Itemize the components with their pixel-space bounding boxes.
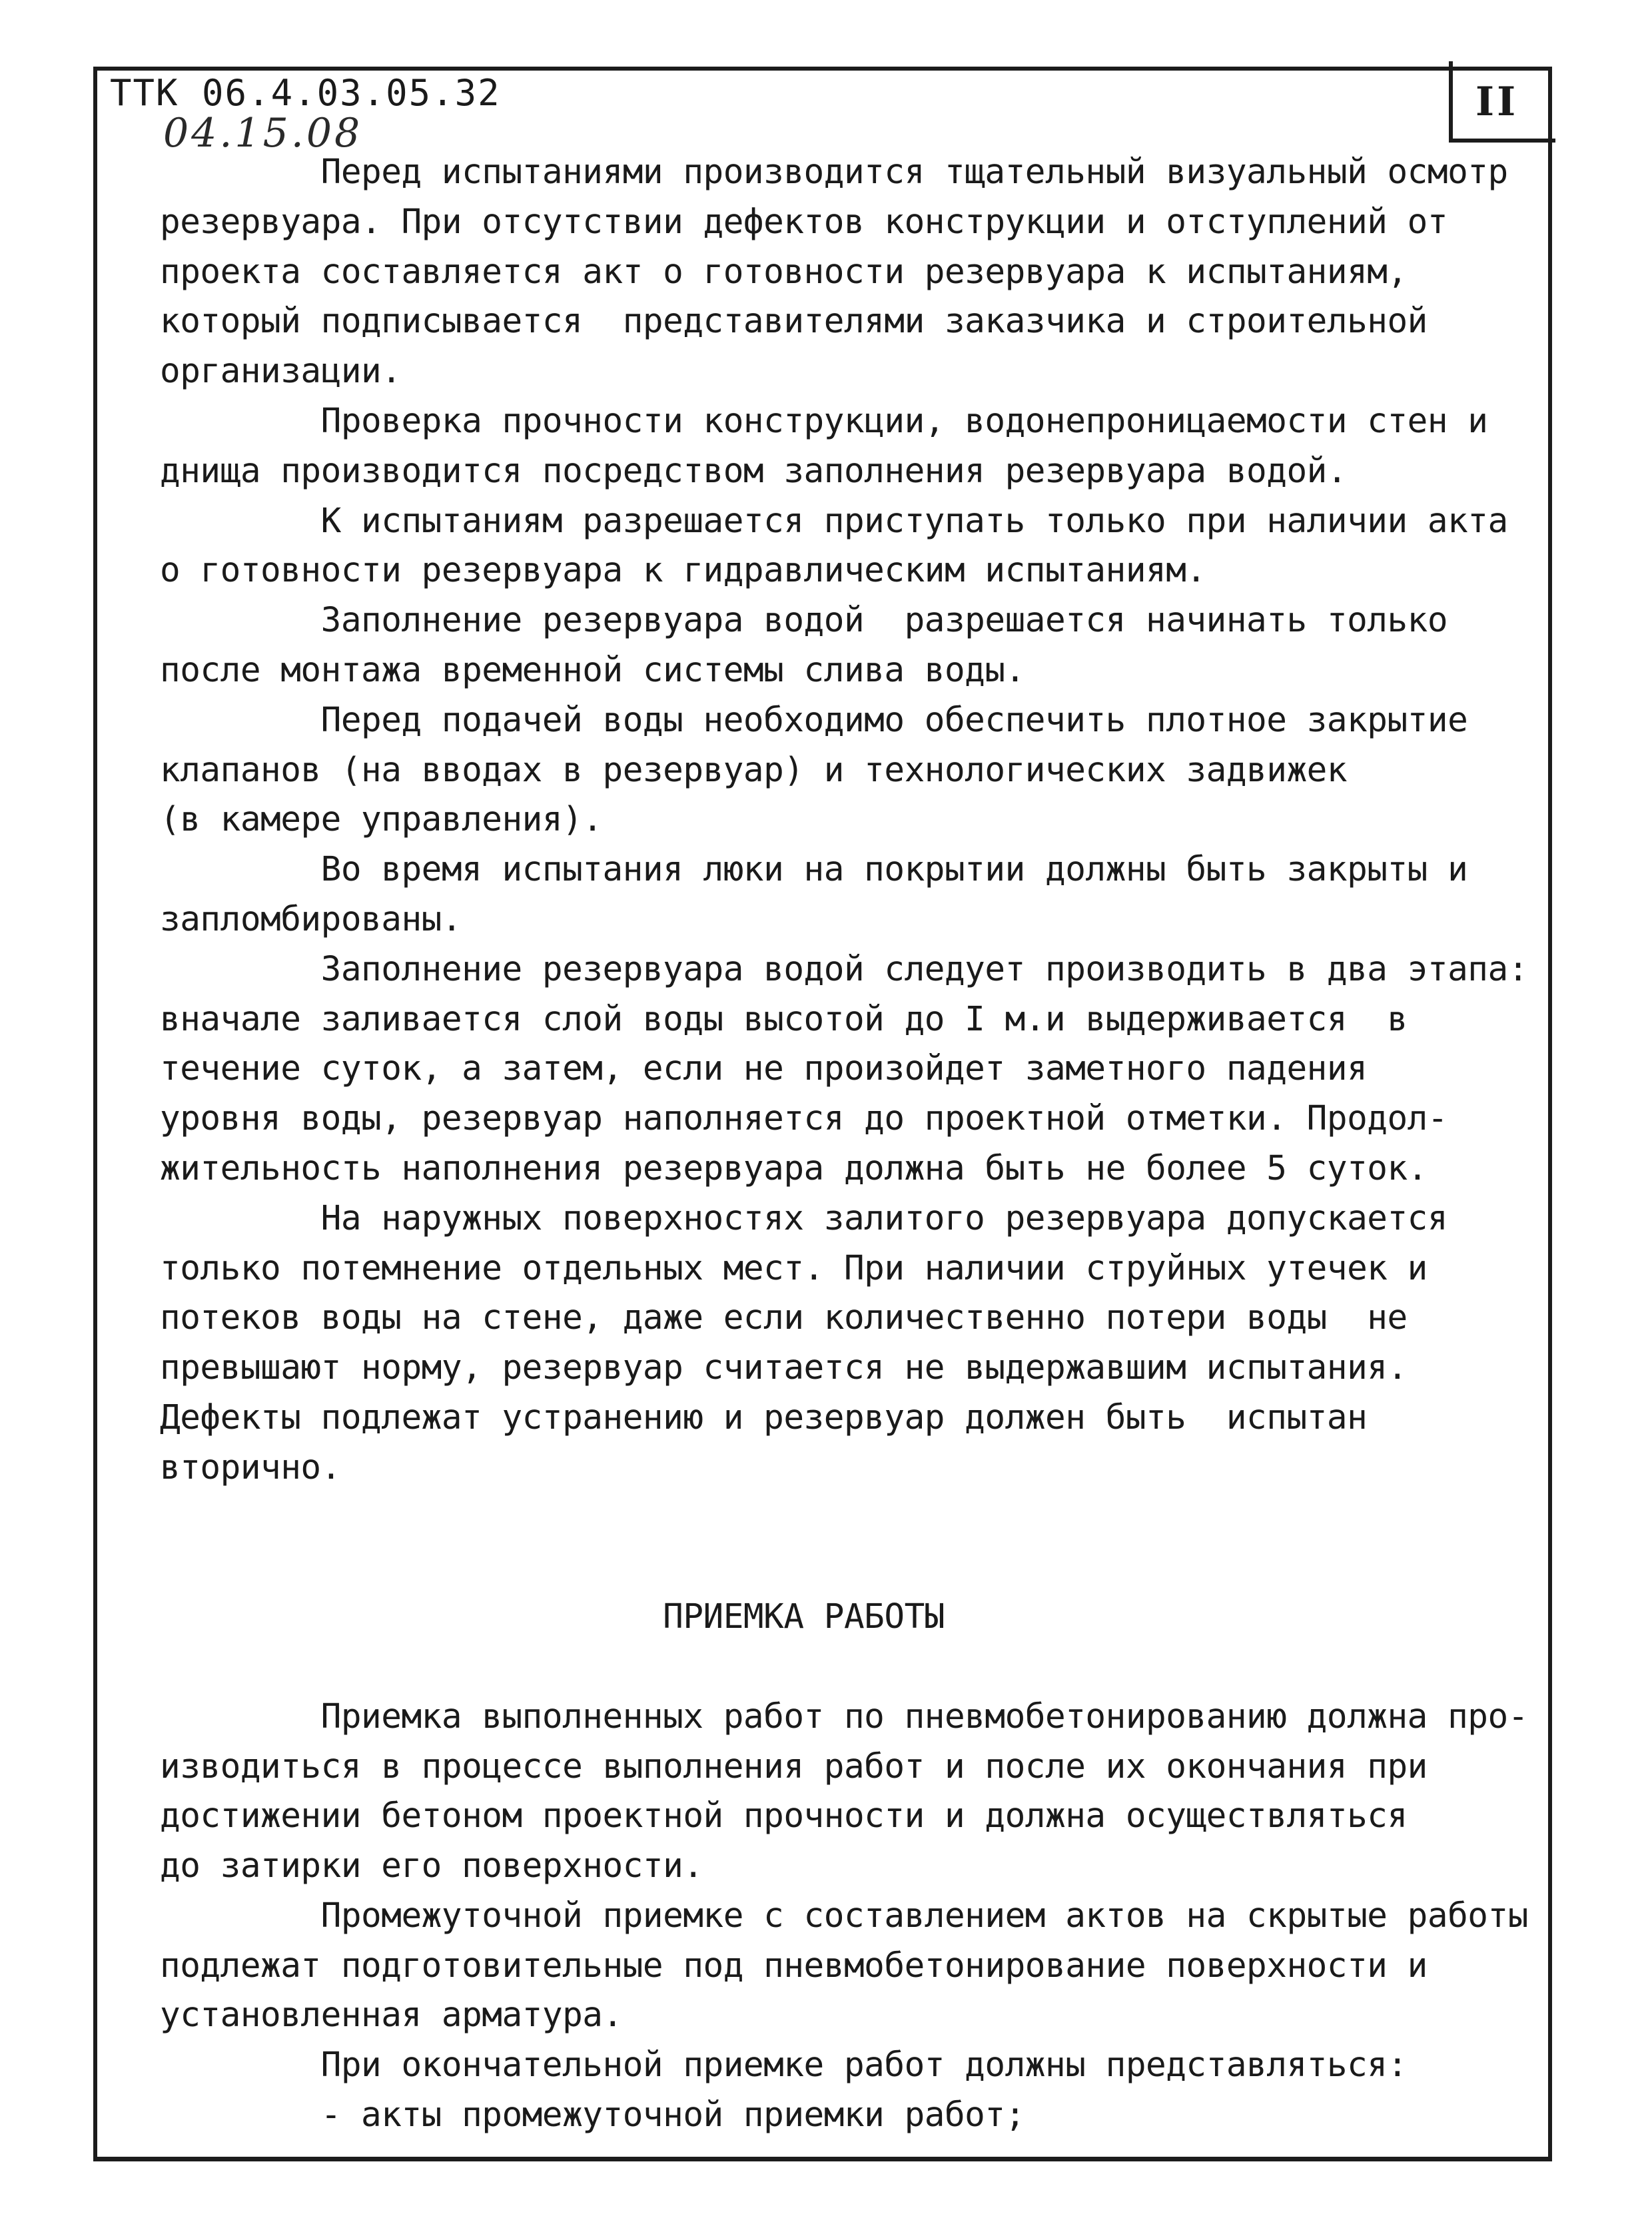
text-line: Перед подачей воды необходимо обеспечить плотное закрытие [160,700,1468,740]
text-line: На наружных поверхностях залитого резервуара допускается [160,1198,1448,1238]
text-line: изводиться в процессе выполнения работ и после их окончания при [160,1746,1428,1786]
text-line: Перед испытаниями производится тщательный визуальный осмотр [160,153,1508,192]
page-number: II [1475,79,1519,125]
text-line: При окончательной приемке работ должны представляться: [160,2046,1408,2085]
text-line: организации. [160,352,402,392]
text-line: К испытаниям разрешается приступать только при наличии акта [160,501,1508,541]
text-line: течение суток, а затем, если не произойдет заметного падения [160,1049,1368,1089]
text-line: резервуара. При отсутствии дефектов конструкции и отступлений от [160,202,1448,242]
text-line: запломбированы. [160,899,462,939]
text-line: днища производится посредством заполнения резервуара водой. [160,451,1348,491]
text-line: клапанов (на вводах в резервуар) и технологических задвижек [160,750,1348,790]
text-line: после монтажа временной системы слива воды. [160,650,1025,690]
text-line: превышают норму, резервуар считается не выдержавшим испытания. [160,1348,1408,1388]
text-line: установленная арматура. [160,1996,623,2036]
text-line: Промежуточной приемке с составлением актов на скрытые работы [160,1896,1528,1936]
text-line: до затирки его поверхности. [160,1846,703,1886]
text-line: Дефекты подлежат устранению и резервуар должен быть испытан [160,1397,1368,1437]
document-code: ТТК 06.4.03.05.32 [110,72,501,114]
text-line: Заполнение резервуара водой следует производить в два этапа: [160,949,1528,989]
text-line: Заполнение резервуара водой разрешается начинать только [160,601,1448,641]
blank-line [160,1543,1532,1593]
text-line: Во время испытания люки на покрытии должны быть закрыты и [160,850,1468,890]
text-line: о готовности резервуара к гидравлическим испытаниям. [160,551,1206,591]
blank-line [160,1643,1532,1692]
handwritten-date: 04.15.08 [163,110,363,157]
text-line: - акты промежуточной приемки работ; [160,2095,1025,2135]
document-body [160,148,1532,2141]
text-line: вначале заливается слой воды высотой до I м.и выдерживается в [160,999,1408,1039]
text-line: вторично. [160,1447,341,1487]
text-line: Проверка прочности конструкции, водонепроницаемости стен и [160,401,1488,441]
text-line: проекта составляется акт о готовности резервуара к испытаниям, [160,252,1408,292]
text-line: который подписывается представителями заказчика и строительной [160,302,1428,342]
text-line: достижении бетоном проектной прочности и должна осуществляться [160,1796,1408,1836]
text-line: уровня воды, резервуар наполняется до проектной отметки. Продол- [160,1099,1448,1139]
text-line: потеков воды на стене, даже если количественно потери воды не [160,1298,1408,1338]
blank-line [160,1493,1532,1543]
section-heading: ПРИЕМКА РАБОТЫ [160,1597,945,1637]
text-line: Приемка выполненных работ по пневмобетонированию должна про- [160,1696,1528,1736]
text-line: только потемнение отдельных мест. При наличии струйных утечек и [160,1248,1428,1288]
text-line: (в камере управления). [160,800,603,840]
text-line: жительность наполнения резервуара должна быть не более 5 суток. [160,1148,1428,1188]
text-line: подлежат подготовительные под пневмобетонирование поверхности и [160,1946,1428,1986]
